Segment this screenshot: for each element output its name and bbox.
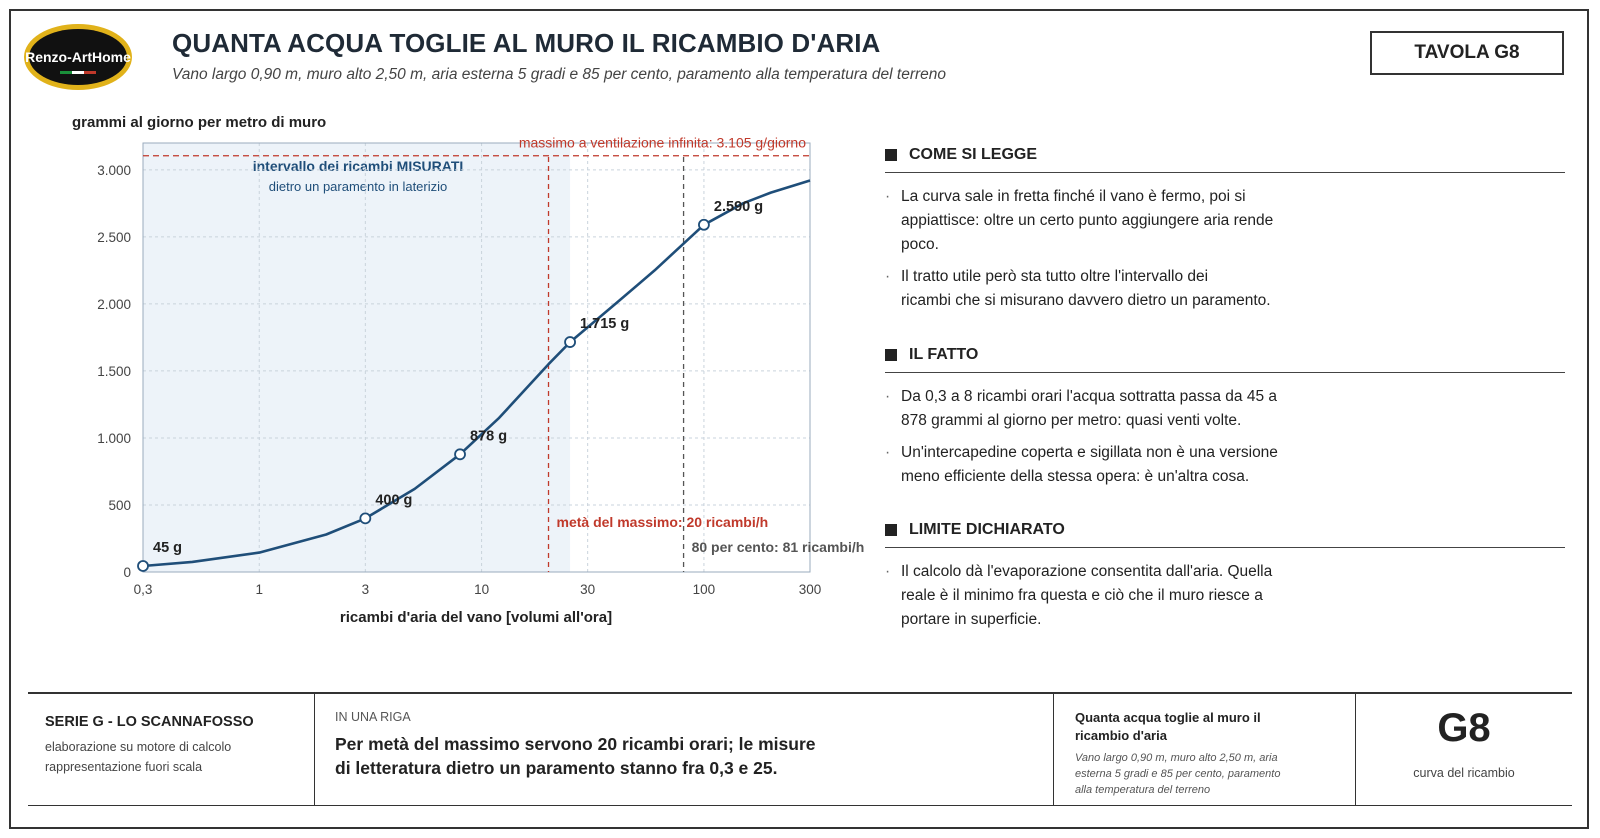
plate-caption: curva del ricambio	[1413, 766, 1515, 780]
desc-line: alla temperatura del terreno	[1075, 784, 1211, 796]
data-label: 2.590 g	[713, 198, 764, 215]
section-limite-dichiarato	[885, 521, 1565, 632]
data-point	[138, 561, 148, 571]
bullet-dot: ·	[885, 188, 891, 205]
x-tick-label: 3	[361, 582, 370, 597]
y-axis-label: grammi al giorno per metro di muro	[72, 114, 327, 131]
reference-line-label: metà del massimo: 20 ricambi/h	[556, 514, 769, 530]
series-title: SERIE G - LO SCANNAFOSSO	[45, 714, 254, 730]
y-tick-label: 0	[123, 565, 131, 580]
summary-label: IN UNA RIGA	[335, 710, 411, 724]
summary-text: Per metà del massimo servono 20 ricambi orari; le misure	[335, 734, 816, 754]
page-title: QUANTA ACQUA TOGLIE AL MURO IL RICAMBIO D'ARIA	[172, 28, 881, 58]
footer-series	[28, 694, 315, 806]
data-point	[565, 337, 575, 347]
footer-summary	[315, 694, 1054, 806]
section-title: IL FATTO	[885, 346, 1565, 368]
y-tick-label: 500	[108, 497, 131, 513]
bullet-dot: ·	[885, 444, 891, 461]
y-tick-label: 3.000	[97, 162, 131, 178]
footer-code	[1356, 694, 1572, 806]
divider	[885, 547, 1565, 548]
max-line-label: massimo a ventilazione infinita: 3.105 g/giorno	[518, 134, 806, 151]
logo-text: Renzo-ArtHome	[25, 49, 131, 65]
y-tick-label: 1.500	[97, 363, 131, 379]
x-tick-label: 30	[580, 582, 596, 597]
data-point	[360, 513, 370, 523]
y-tick-label: 1.000	[97, 430, 131, 446]
section-come-si-legge	[885, 146, 1565, 313]
square-icon	[885, 524, 897, 536]
y-tick-label: 2.500	[97, 229, 131, 245]
footer-description	[1054, 694, 1356, 806]
bullet-dot: ·	[885, 388, 891, 405]
summary-text: di letteratura dietro un paramento stanno fra 0,3 e 25.	[335, 758, 778, 778]
bullet-item: · La curva sale in fretta finché il vano è fermo, poi si appiattisce: oltre un certo punto aggiungere aria rende poco.	[885, 185, 1301, 257]
bullet-item: · Un'intercapedine coperta e sigillata non è una versione meno efficiente della stessa opera: è un'altra cosa.	[885, 441, 1301, 489]
y-tick-label: 2.000	[97, 296, 131, 312]
bullet-item: · Il tratto utile però sta tutto oltre l'intervallo dei ricambi che si misurano davvero dietro un paramento.	[885, 265, 1301, 313]
data-label: 45 g	[153, 539, 183, 556]
bullet-dot: ·	[885, 563, 891, 580]
x-tick-label: 10	[474, 582, 490, 597]
data-point	[455, 449, 465, 459]
plate-code: G8	[1437, 706, 1491, 750]
footer	[28, 692, 1572, 806]
data-label: 1.715 g	[580, 316, 630, 333]
page-subtitle: Vano largo 0,90 m, muro alto 2,50 m, aria esterna 5 gradi e 85 per cento, paramento alla temperatura del terreno	[172, 66, 947, 83]
section-il-fatto	[885, 346, 1565, 489]
desc-line: Vano largo 0,90 m, muro alto 2,50 m, aria	[1075, 752, 1278, 764]
divider	[885, 372, 1565, 373]
desc-title: Quanta acqua toglie al muro il	[1075, 710, 1261, 725]
section-title: COME SI LEGGE	[885, 146, 1565, 168]
band-subtitle: dietro un paramento in laterizio	[268, 179, 448, 194]
chart	[0, 0, 880, 640]
x-axis-label: ricambi d'aria del vano [volumi all'ora]	[339, 609, 613, 626]
bullet-item: · Da 0,3 a 8 ricambi orari l'acqua sottratta passa da 45 a 878 grammi al giorno per metro: quasi venti volte.	[885, 385, 1301, 433]
data-point	[699, 220, 709, 230]
data-label: 400 g	[375, 492, 413, 509]
x-tick-label: 1	[255, 582, 264, 597]
plate-label: TAVOLA G8	[1370, 31, 1564, 75]
series-line: rappresentazione fuori scala	[45, 760, 203, 774]
square-icon	[885, 149, 897, 161]
section-title: LIMITE DICHIARATO	[885, 521, 1565, 543]
x-tick-label: 300	[798, 582, 822, 597]
bullet-dot: ·	[885, 268, 891, 285]
square-icon	[885, 349, 897, 361]
series-line: elaborazione su motore di calcolo	[45, 740, 232, 754]
band-title: intervallo dei ricambi MISURATI	[252, 158, 464, 174]
x-tick-label: 100	[692, 582, 716, 597]
x-tick-label: 0,3	[133, 582, 153, 597]
desc-line: esterna 5 gradi e 85 per cento, paramento	[1075, 768, 1281, 780]
measured-range-band	[143, 143, 570, 572]
data-label: 878 g	[470, 428, 508, 445]
reference-line-label: 80 per cento: 81 ricambi/h	[691, 539, 865, 555]
desc-title: ricambio d'aria	[1075, 728, 1167, 743]
bullet-item: · Il calcolo dà l'evaporazione consentita dall'aria. Quella reale è il minimo fra questa e ciò che il muro riesce a portare in superficie.	[885, 560, 1301, 632]
divider	[885, 172, 1565, 173]
